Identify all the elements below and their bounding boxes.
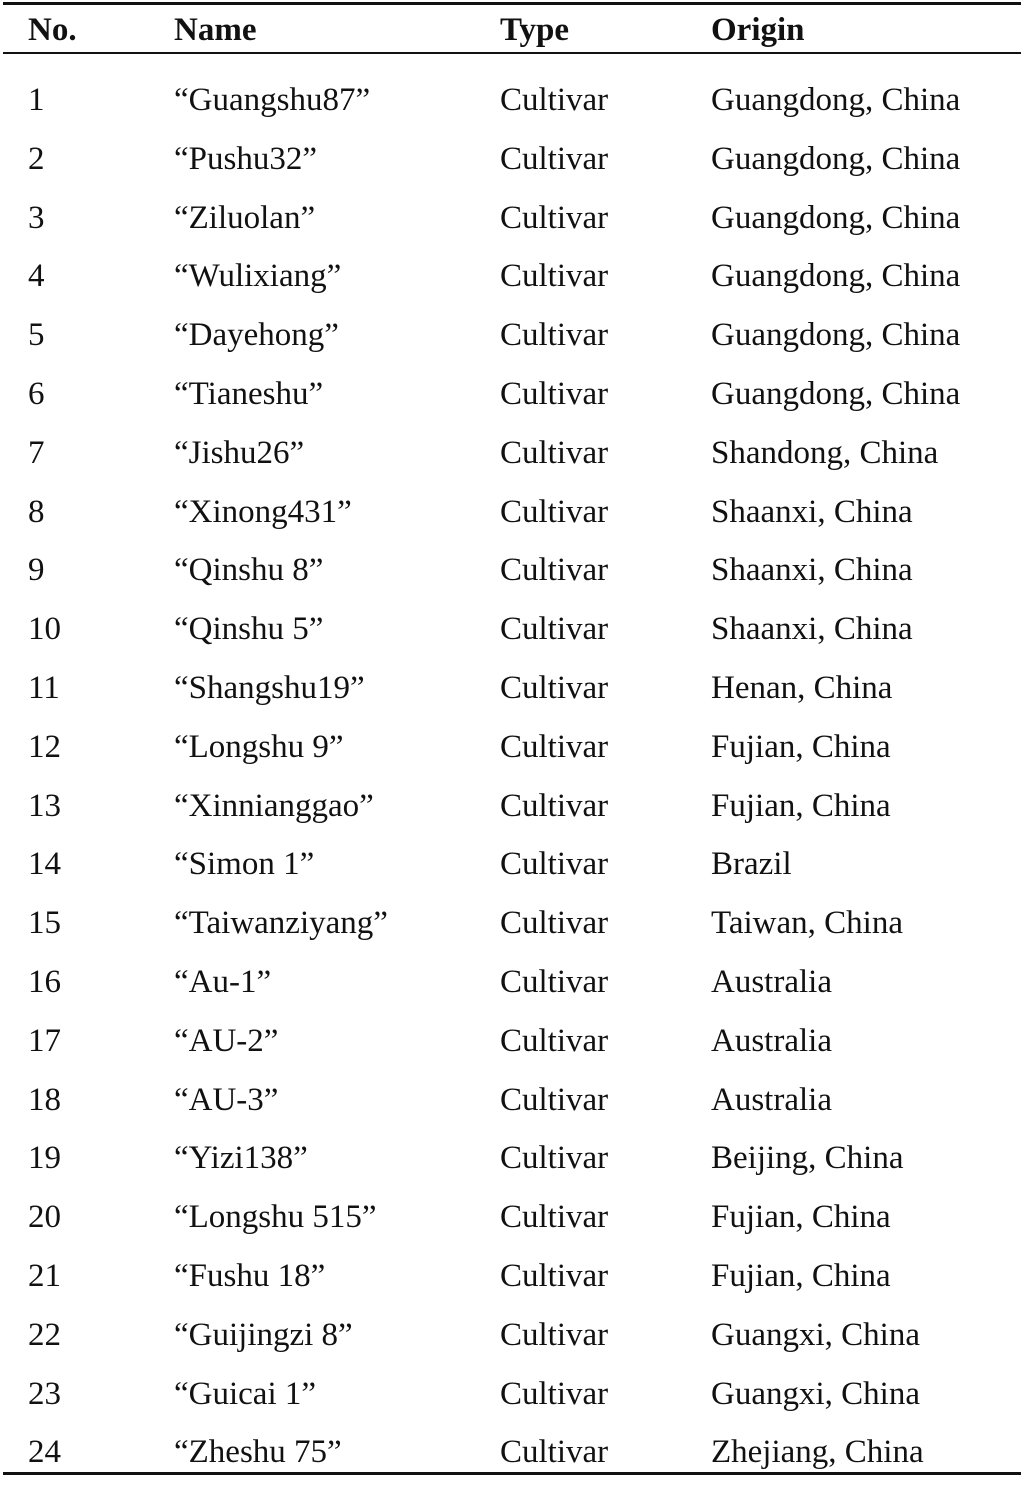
cell-name: “Xinnianggao”	[174, 788, 374, 824]
cell-no: 10	[28, 611, 61, 647]
cell-origin: Australia	[711, 1023, 832, 1059]
cell-name: “Au-1”	[174, 964, 272, 1000]
cell-no: 18	[28, 1082, 61, 1118]
cell-type: Cultivar	[500, 1140, 609, 1176]
cell-no: 2	[28, 141, 45, 177]
cell-origin: Fujian, China	[711, 1258, 891, 1294]
table-row	[0, 725, 1024, 783]
table-row	[0, 548, 1024, 606]
cell-name: “Qinshu 5”	[174, 611, 324, 647]
table-row	[0, 960, 1024, 1018]
cell-no: 24	[28, 1434, 61, 1470]
cell-type: Cultivar	[500, 1317, 609, 1353]
table-row	[0, 1136, 1024, 1194]
table-row	[0, 490, 1024, 548]
table-row	[0, 1313, 1024, 1371]
cell-no: 20	[28, 1199, 61, 1235]
cell-name: “Ziluolan”	[174, 200, 316, 236]
table-row	[0, 1430, 1024, 1488]
cell-origin: Guangdong, China	[711, 317, 961, 353]
table-row	[0, 313, 1024, 371]
cell-type: Cultivar	[500, 905, 609, 941]
cell-origin: Zhejiang, China	[711, 1434, 924, 1470]
table-row	[0, 1254, 1024, 1312]
table-row	[0, 607, 1024, 665]
cell-no: 7	[28, 435, 45, 471]
cell-no: 19	[28, 1140, 61, 1176]
cell-type: Cultivar	[500, 964, 609, 1000]
table-bottom-rule	[3, 1472, 1021, 1475]
cell-origin: Guangdong, China	[711, 141, 961, 177]
cell-origin: Australia	[711, 1082, 832, 1118]
cell-name: “Simon 1”	[174, 846, 315, 882]
header-name: Name	[174, 12, 257, 48]
cell-name: “AU-2”	[174, 1023, 279, 1059]
cell-no: 6	[28, 376, 45, 412]
cell-type: Cultivar	[500, 317, 609, 353]
table-row	[0, 196, 1024, 254]
cell-no: 9	[28, 552, 45, 588]
cell-no: 21	[28, 1258, 61, 1294]
cell-origin: Fujian, China	[711, 1199, 891, 1235]
cell-type: Cultivar	[500, 729, 609, 765]
cell-name: “Wulixiang”	[174, 258, 342, 294]
cell-name: “Fushu 18”	[174, 1258, 326, 1294]
table-row	[0, 901, 1024, 959]
table-row	[0, 842, 1024, 900]
cell-name: “Pushu32”	[174, 141, 317, 177]
cell-origin: Brazil	[711, 846, 792, 882]
table-header	[0, 8, 1024, 52]
header-origin: Origin	[711, 12, 805, 48]
cell-origin: Beijing, China	[711, 1140, 904, 1176]
cell-name: “Yizi138”	[174, 1140, 308, 1176]
table-row	[0, 1372, 1024, 1430]
cell-no: 16	[28, 964, 61, 1000]
table-row	[0, 1019, 1024, 1077]
cell-origin: Guangdong, China	[711, 376, 961, 412]
table-row	[0, 1078, 1024, 1136]
cell-type: Cultivar	[500, 494, 609, 530]
cell-type: Cultivar	[500, 611, 609, 647]
cell-no: 15	[28, 905, 61, 941]
cell-type: Cultivar	[500, 1376, 609, 1412]
table-row	[0, 666, 1024, 724]
cell-no: 1	[28, 82, 45, 118]
cell-type: Cultivar	[500, 788, 609, 824]
header-no: No.	[28, 12, 77, 48]
cell-name: “Guijingzi 8”	[174, 1317, 353, 1353]
cell-name: “Taiwanziyang”	[174, 905, 388, 941]
table-top-rule	[3, 2, 1021, 5]
cell-name: “AU-3”	[174, 1082, 279, 1118]
cell-no: 11	[28, 670, 60, 706]
table-row	[0, 137, 1024, 195]
table-header-rule	[3, 52, 1021, 54]
cell-origin: Henan, China	[711, 670, 893, 706]
cell-type: Cultivar	[500, 82, 609, 118]
cell-no: 4	[28, 258, 45, 294]
cell-origin: Shaanxi, China	[711, 552, 913, 588]
cell-name: “Guangshu87”	[174, 82, 371, 118]
cell-no: 3	[28, 200, 45, 236]
cell-origin: Taiwan, China	[711, 905, 903, 941]
cell-no: 12	[28, 729, 61, 765]
cell-no: 8	[28, 494, 45, 530]
cell-name: “Shangshu19”	[174, 670, 365, 706]
table-row	[0, 784, 1024, 842]
cell-type: Cultivar	[500, 552, 609, 588]
cell-type: Cultivar	[500, 1258, 609, 1294]
cell-type: Cultivar	[500, 258, 609, 294]
table-row	[0, 78, 1024, 136]
cell-origin: Guangxi, China	[711, 1317, 920, 1353]
cell-name: “Zheshu 75”	[174, 1434, 342, 1470]
table-body	[0, 78, 1024, 1468]
cell-origin: Shaanxi, China	[711, 611, 913, 647]
table-row	[0, 1195, 1024, 1253]
cell-no: 23	[28, 1376, 61, 1412]
cell-type: Cultivar	[500, 670, 609, 706]
cell-no: 13	[28, 788, 61, 824]
cell-origin: Guangdong, China	[711, 258, 961, 294]
cell-no: 22	[28, 1317, 61, 1353]
cell-type: Cultivar	[500, 376, 609, 412]
table-row	[0, 431, 1024, 489]
table-row	[0, 254, 1024, 312]
cell-type: Cultivar	[500, 1082, 609, 1118]
cell-type: Cultivar	[500, 1023, 609, 1059]
cell-origin: Guangxi, China	[711, 1376, 920, 1412]
cell-type: Cultivar	[500, 435, 609, 471]
cell-origin: Shaanxi, China	[711, 494, 913, 530]
cell-type: Cultivar	[500, 846, 609, 882]
cell-name: “Tianeshu”	[174, 376, 324, 412]
cell-name: “Qinshu 8”	[174, 552, 324, 588]
cell-name: “Longshu 515”	[174, 1199, 377, 1235]
cell-origin: Guangdong, China	[711, 200, 961, 236]
cell-origin: Fujian, China	[711, 729, 891, 765]
cell-origin: Australia	[711, 964, 832, 1000]
cell-origin: Guangdong, China	[711, 82, 961, 118]
cell-name: “Dayehong”	[174, 317, 339, 353]
cell-type: Cultivar	[500, 200, 609, 236]
table-row	[0, 372, 1024, 430]
cell-name: “Xinong431”	[174, 494, 352, 530]
cell-origin: Shandong, China	[711, 435, 939, 471]
cell-origin: Fujian, China	[711, 788, 891, 824]
cell-type: Cultivar	[500, 1199, 609, 1235]
cell-no: 5	[28, 317, 45, 353]
header-type: Type	[500, 12, 570, 48]
cell-name: “Guicai 1”	[174, 1376, 317, 1412]
cell-type: Cultivar	[500, 141, 609, 177]
cell-name: “Jishu26”	[174, 435, 305, 471]
cell-name: “Longshu 9”	[174, 729, 344, 765]
cell-no: 14	[28, 846, 61, 882]
cell-type: Cultivar	[500, 1434, 609, 1470]
cell-no: 17	[28, 1023, 61, 1059]
